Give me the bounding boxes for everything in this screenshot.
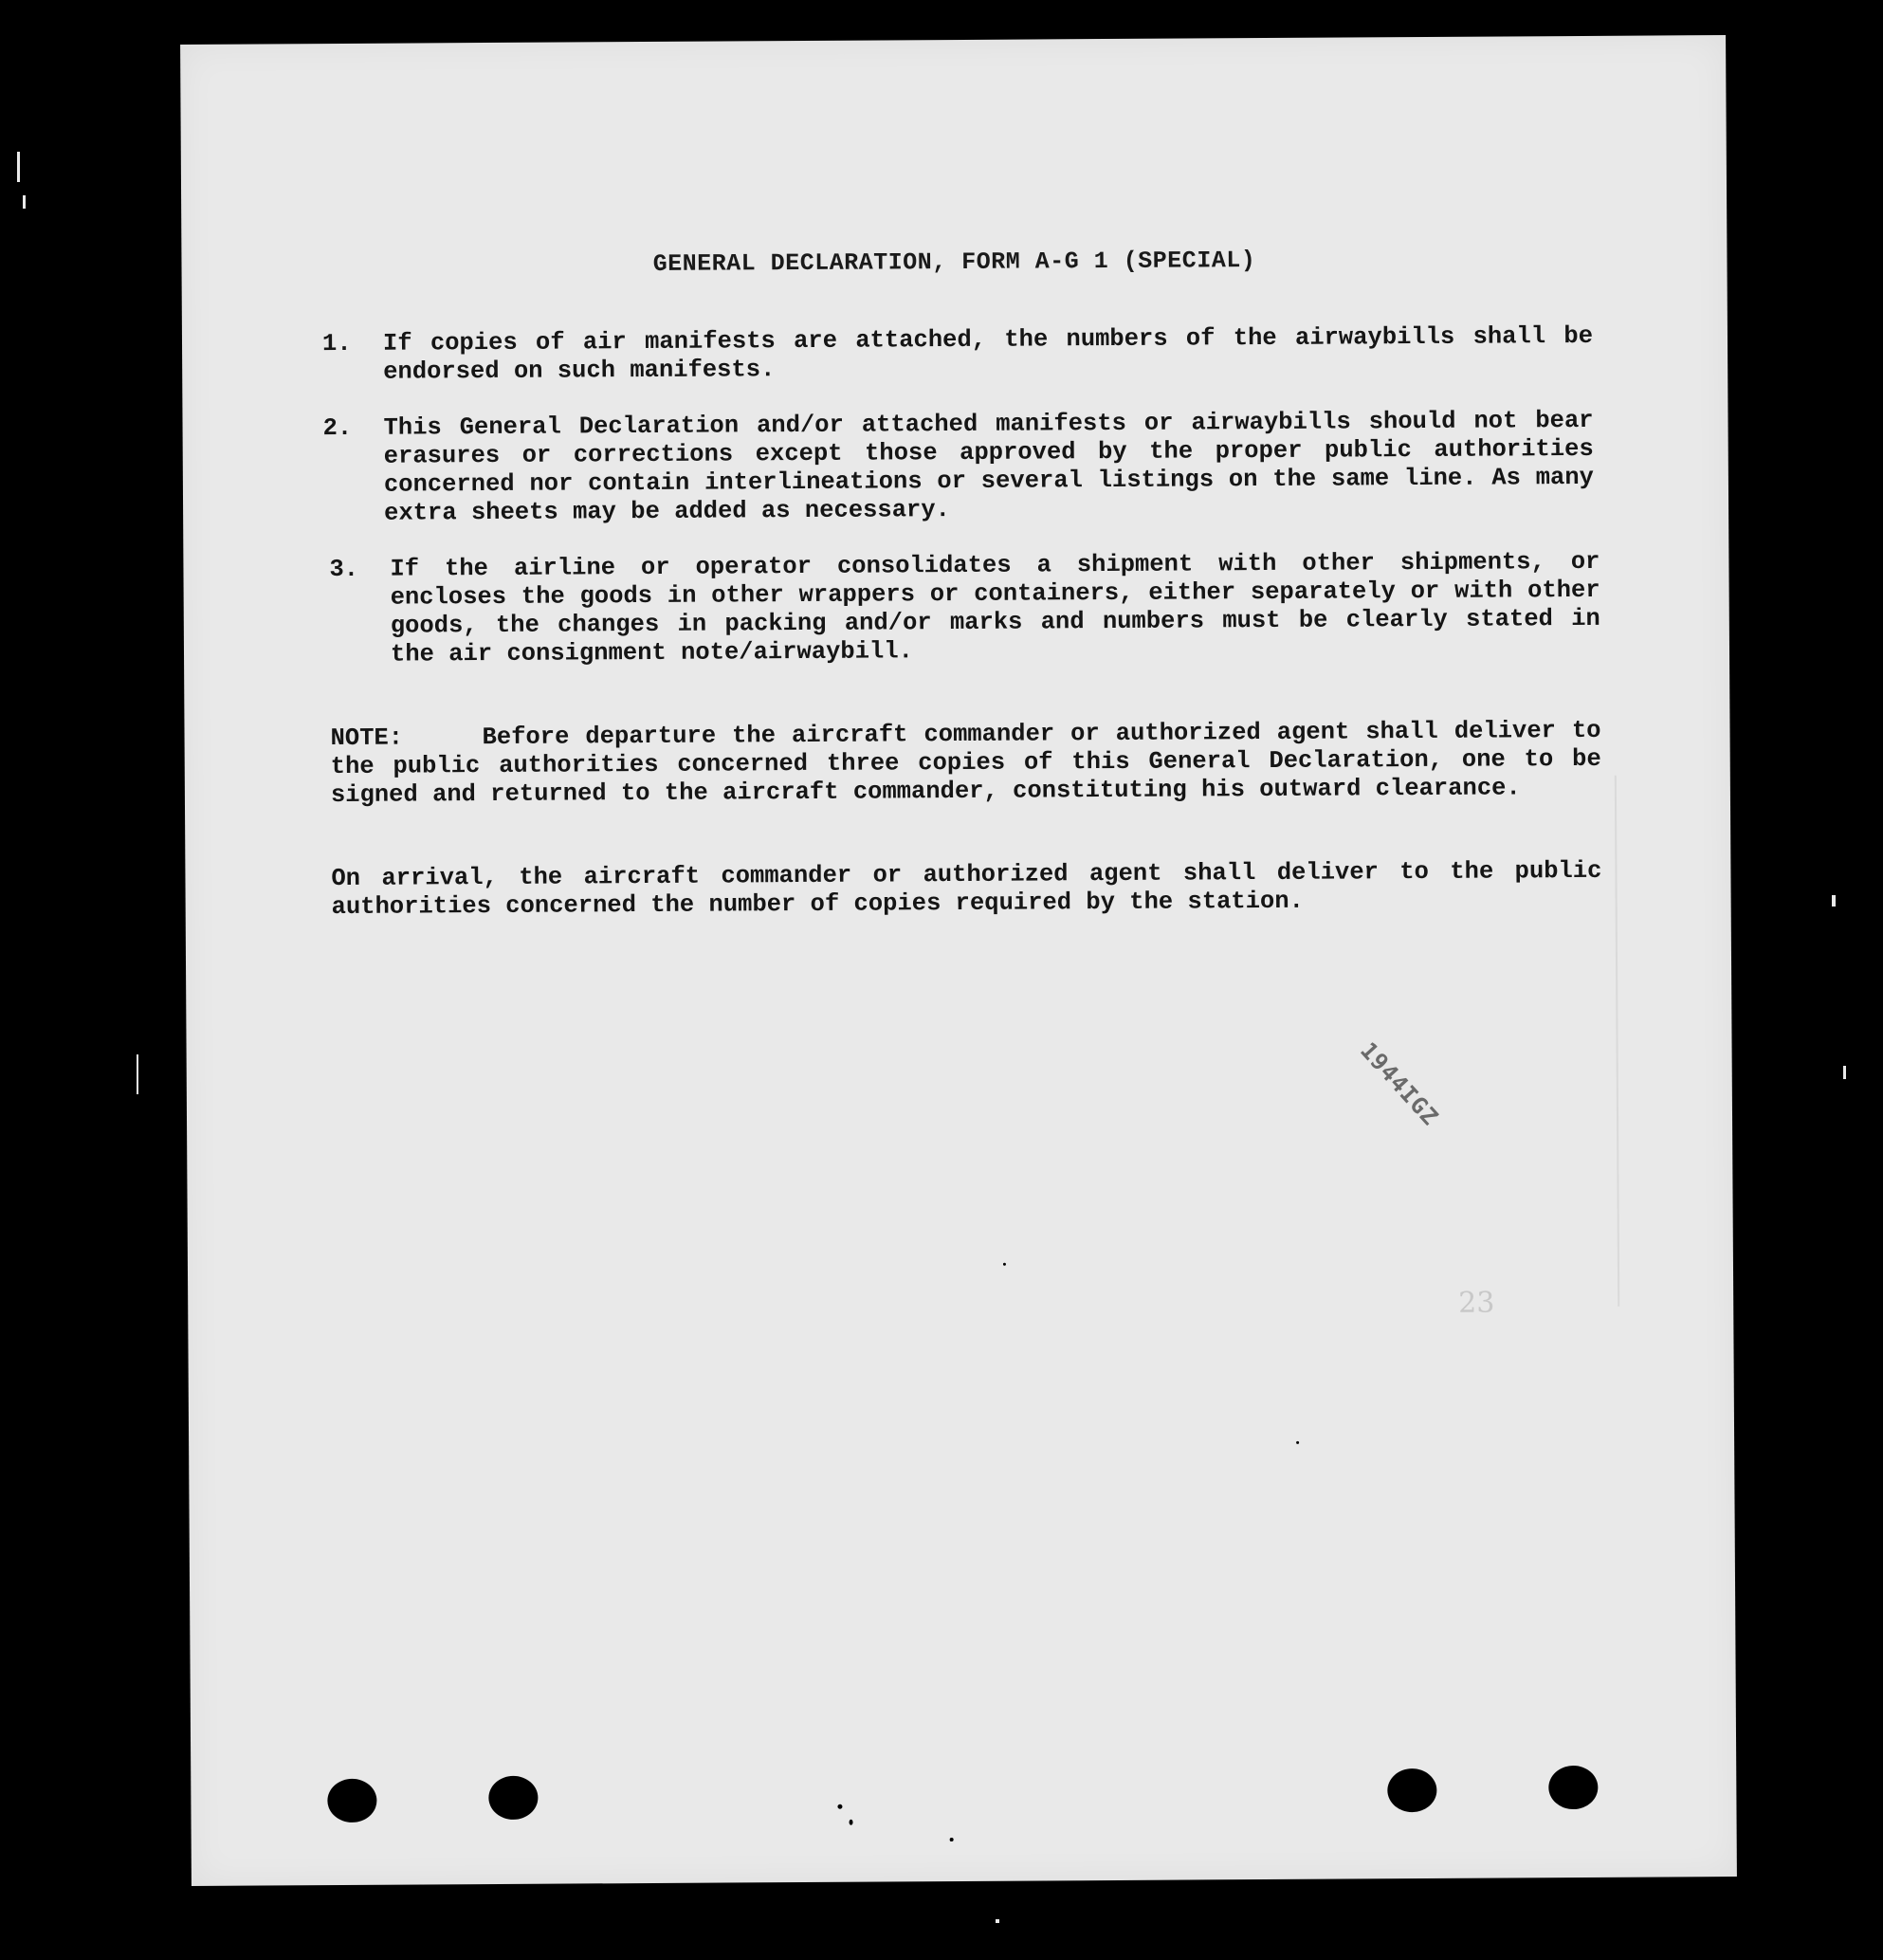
margin-line — [1615, 776, 1619, 1307]
item-number: 1. — [321, 329, 352, 358]
punch-hole — [1387, 1768, 1436, 1812]
edge-mark — [17, 152, 20, 182]
note-text: Before departure the aircraft commander or authorized agent shall deliver to the public authorities concerned three copies of this General Declaration, one to be signed and returned to the aircraft commander, constituting his outward clearance. — [330, 716, 1601, 810]
document-title: GENERAL DECLARATION, FORM A-G 1 (SPECIAL) — [652, 247, 1256, 278]
edge-mark — [996, 1919, 999, 1923]
note-paragraph — [330, 717, 1601, 810]
speck — [850, 1820, 853, 1825]
note-label: NOTE: — [330, 724, 404, 753]
edge-mark — [23, 195, 26, 209]
punch-hole — [488, 1776, 538, 1820]
arrival-paragraph: On arrival, the aircraft commander or authorized agent shall deliver to the public authorities concerned the number of copies required by the station. — [331, 856, 1602, 922]
speck — [1003, 1263, 1006, 1266]
edge-mark — [137, 1054, 138, 1094]
item-text: If copies of air manifests are attached, the numbers of the airwaybills shall be endorsed on such manifests. — [382, 321, 1594, 386]
item-number: 3. — [329, 555, 359, 584]
document-page — [180, 35, 1737, 1886]
faint-page-number: 23 — [1458, 1286, 1495, 1320]
punch-hole — [1548, 1766, 1598, 1809]
list-item — [322, 322, 1593, 387]
speck — [950, 1838, 954, 1841]
edge-mark — [1843, 1066, 1846, 1079]
item-text: If the airline or operator consolidates a shipment with other shipments, or encloses the goods in other wrappers or containers, either separately or with other goods, the changes in packing and/or marks and numbers must be clearly stated in the air consignment note/airwaybill. — [390, 547, 1600, 669]
rubber-stamp: 1944IGZ — [1355, 1036, 1444, 1131]
item-number: 2. — [322, 413, 353, 443]
punch-hole — [327, 1779, 376, 1823]
list-item — [322, 407, 1594, 528]
speck — [1296, 1441, 1299, 1444]
item-text: This General Declaration and/or attached manifests or airwaybills should not bear erasures or corrections except those approved by the proper public authorities concerned nor contain interlineations or several listings on the same line. As many extra sheets may be added as necessary. — [383, 406, 1594, 527]
edge-mark — [1832, 895, 1836, 907]
list-item — [329, 548, 1600, 669]
speck — [837, 1804, 842, 1809]
